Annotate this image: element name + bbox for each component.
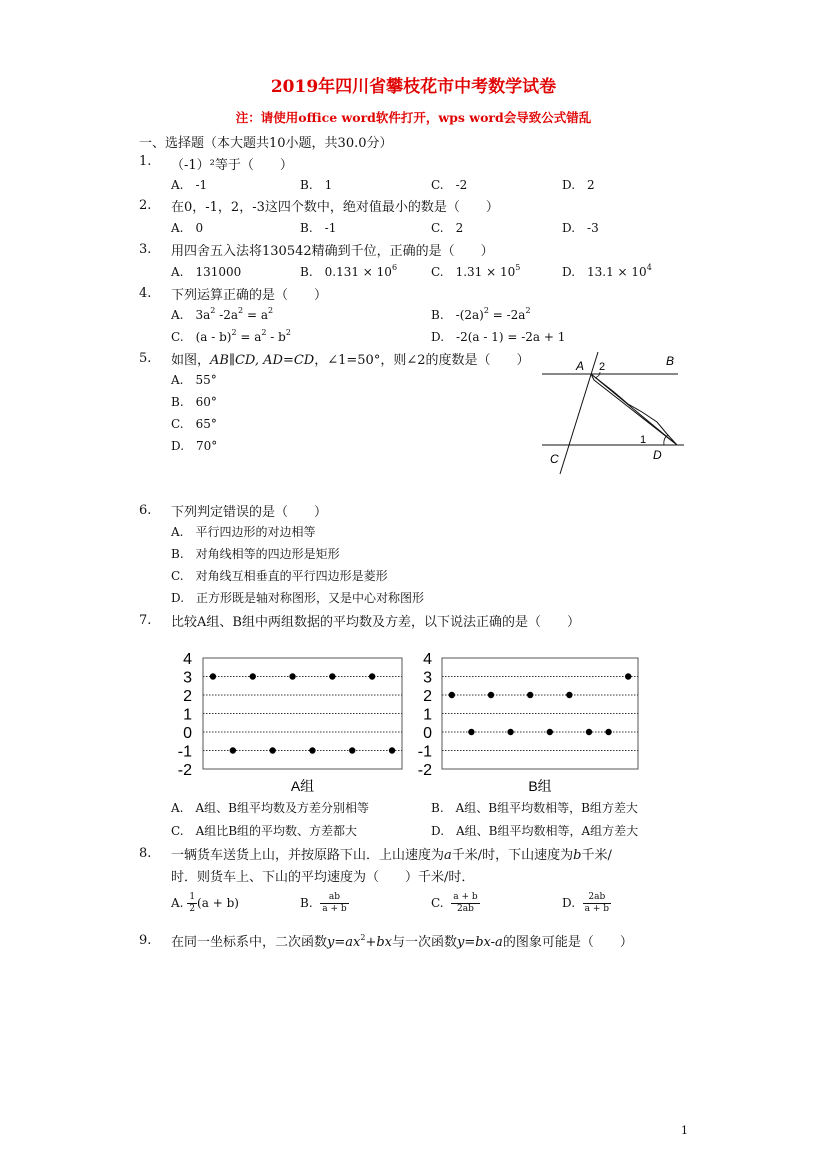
option-a: A. -1 <box>171 178 208 192</box>
option-b: B. $0.131 \times 10^6$ <box>300 263 398 279</box>
data-point <box>309 747 315 753</box>
data-point <box>210 673 216 679</box>
point-a-label: A <box>576 359 585 373</box>
data-point <box>625 673 631 679</box>
data-point <box>230 747 236 753</box>
data-point <box>566 692 572 698</box>
option-a: A. 0 <box>171 221 204 235</box>
data-point <box>389 747 395 753</box>
y-tick-label: 4 <box>423 651 432 668</box>
y-tick-label: -1 <box>177 743 192 761</box>
question-number: 5. <box>139 351 152 366</box>
question-stem: 下列判定错误的是（ ） <box>171 505 328 520</box>
data-point <box>547 729 553 735</box>
option-b: B. 对角线相等的四边形是矩形 <box>171 547 340 561</box>
y-tick-label: 4 <box>183 651 192 668</box>
y-tick-label: -1 <box>417 743 432 761</box>
data-point <box>449 692 455 698</box>
option-d: D. -3 <box>562 221 599 235</box>
option-d: D. $13.1 \times 10^4$ <box>562 263 652 279</box>
data-point <box>527 692 533 698</box>
data-point <box>269 747 275 753</box>
option-a: A. A组、B组平均数及方差分别相等 <box>171 801 369 815</box>
angle-1-label: 1 <box>640 434 647 446</box>
question-number: 7. <box>139 613 152 628</box>
point-c-label: C <box>550 452 559 466</box>
question-number: 3. <box>139 242 152 257</box>
data-point <box>289 673 295 679</box>
data-point <box>329 673 335 679</box>
point-b-label: B <box>666 354 675 368</box>
data-point <box>369 673 375 679</box>
data-point <box>349 747 355 753</box>
option-d: D. 正方形既是轴对称图形，又是中心对称图形 <box>171 591 425 605</box>
y-tick-label: -2 <box>417 762 432 779</box>
option-a: A. $\frac{1}{2}$ (a + b) <box>171 892 239 914</box>
page-number: 1 <box>681 1124 688 1137</box>
option-c: C. A组比B组的平均数、方差都大 <box>171 824 358 838</box>
angle-2-label: 2 <box>599 361 606 373</box>
option-c: C. $(a - b)^2 = a^2 - b^2$ <box>171 328 291 344</box>
option-b: B. 1 <box>300 178 333 192</box>
option-d: D. A组、B组平均数相等，A组方差大 <box>431 824 639 838</box>
question-number: 2. <box>139 198 152 213</box>
y-tick-label: 0 <box>423 725 432 742</box>
option-c: C. $\frac{a + b}{2ab}$ <box>431 892 478 914</box>
plot-frame <box>442 658 638 769</box>
y-tick-label: 2 <box>183 688 192 705</box>
question-stem: 如图，AB∥CD, AD=CD，∠1=50°，则∠2的度数是（ ） <box>171 353 530 368</box>
option-a: A. 131000 <box>171 265 242 279</box>
data-point <box>468 729 474 735</box>
question-number: 9. <box>139 933 152 948</box>
option-b: B. 60° <box>171 395 217 409</box>
chart-group-b <box>412 645 646 797</box>
option-a: A. 平行四边形的对边相等 <box>171 525 316 539</box>
question-stem-line1: 一辆货车送货上山，并按原路下山．上山速度为a千米/时，下山速度为b千米/ <box>171 848 612 863</box>
option-b: B. $\frac{ab}{a + b}$ <box>300 892 347 914</box>
option-a: A. $3a^2$ $-2a^2 = a^2$ <box>171 306 274 322</box>
geometry-figure <box>536 342 688 482</box>
x-axis-label: A组 <box>290 778 315 794</box>
y-tick-label: 1 <box>183 706 192 724</box>
question-number: 8. <box>139 846 152 861</box>
x-axis-label: B组 <box>528 778 552 794</box>
segment-ad <box>591 374 677 445</box>
question-number: 4. <box>139 286 152 301</box>
question-number: 1. <box>139 154 152 169</box>
y-tick-label: 3 <box>423 669 432 687</box>
section-heading: 一、选择题（本大题共10小题，共30.0分） <box>139 136 393 151</box>
option-c: C. 65° <box>171 417 217 431</box>
data-point <box>605 729 611 735</box>
data-point <box>586 729 592 735</box>
option-d: D. 2 <box>562 178 595 192</box>
question-stem: 用四舍五入法将130542精确到千位，正确的是（ ） <box>171 244 494 259</box>
data-point <box>488 692 494 698</box>
format-notice: 注：请使用office word软件打开，wps word会导致公式错乱 <box>235 110 592 125</box>
option-a: A. 55° <box>171 373 217 387</box>
data-point <box>507 729 513 735</box>
option-c: C. 2 <box>431 221 464 235</box>
option-c: C. $1.31 \times 10^5$ <box>431 263 521 279</box>
option-b: B. -1 <box>300 221 337 235</box>
option-c: C. -2 <box>431 178 468 192</box>
data-point <box>250 673 256 679</box>
question-stem-line2: 时．则货车上、下山的平均速度为（ ）千米/时． <box>171 870 475 885</box>
chart-group-a <box>170 645 410 797</box>
y-tick-label: 0 <box>183 725 192 742</box>
question-stem: 在0，-1，2，-3这四个数中，绝对值最小的数是（ ） <box>171 200 499 215</box>
question-stem: 比较A组、B组中两组数据的平均数及方差，以下说法正确的是（ ） <box>171 615 580 630</box>
option-d: D. -2(a - 1) = -2a + 1 <box>431 330 566 344</box>
page-title: 2019年四川省攀枝花市中考数学试卷 <box>270 77 557 97</box>
option-b: B. $-(2a)^2 = -2a^2$ <box>431 306 531 322</box>
question-stem: 在同一坐标系中，二次函数$y=ax^2+bx$与一次函数y=bx-a的图象可能是（ ） <box>171 933 633 950</box>
y-tick-label: -2 <box>177 762 192 779</box>
question-stem: （-1）²等于（ ） <box>171 158 293 173</box>
y-tick-label: 3 <box>183 669 192 687</box>
point-d-label: D <box>653 448 662 462</box>
option-c: C. 对角线互相垂直的平行四边形是菱形 <box>171 569 388 583</box>
option-b: B. A组、B组平均数相等，B组方差大 <box>431 801 638 815</box>
option-d: D. 70° <box>171 439 218 453</box>
question-stem: 下列运算正确的是（ ） <box>171 288 328 303</box>
option-d: D. $\frac{2ab}{a + b}$ <box>562 892 610 914</box>
question-number: 6. <box>139 503 152 518</box>
y-tick-label: 1 <box>423 706 432 724</box>
y-tick-label: 2 <box>423 688 432 705</box>
